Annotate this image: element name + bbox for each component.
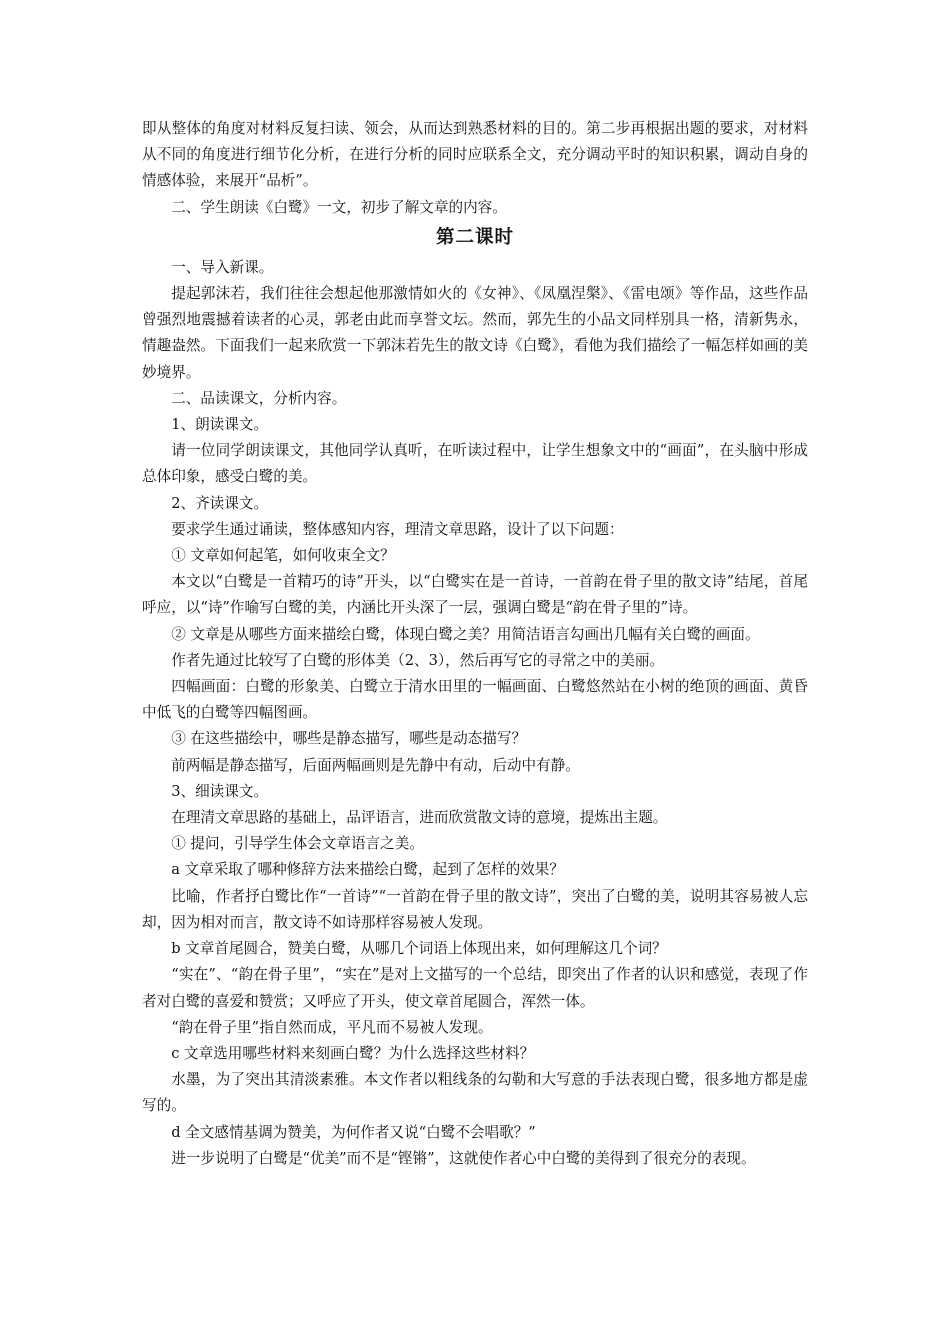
body-paragraph: 提起郭沫若，我们往往会想起他那激情如火的《女神》、《凤凰涅槃》、《雷电颂》等作品，这些作品曾强烈地震撼着读者的心灵，郭老由此而享誉文坛。然而，郭先生的小品文同样别具一格，清新隽永，情趣盎然。下面我们一起来欣赏一下郭沫若先生的散文诗《白鹭》，看他为我们描绘了一幅怎样如画的美妙境界。 xyxy=(142,285,808,381)
body-paragraph: 作者先通过比较写了白鹭的形体美（2、3），然后再写它的寻常之中的美丽。 xyxy=(171,651,665,669)
body-paragraph: d 全文感情基调为赞美，为何作者又说“白鹭不会唱歌？” xyxy=(171,1123,536,1141)
body-paragraph: b 文章首尾圆合，赞美白鹭，从哪几个词语上体现出来，如何理解这几个词？ xyxy=(171,940,667,958)
body-paragraph: “实在”、“韵在骨子里”，“实在”是对上文描写的一个总结，即突出了作者的认识和感觉，表现了作者对白鹭的喜爱和赞赏；又呼应了开头，使文章首尾圆合，浑然一体。 xyxy=(142,966,808,1010)
body-paragraph: ① 文章如何起笔，如何收束全文？ xyxy=(171,547,395,565)
section-title: 第二课时 xyxy=(435,226,514,248)
body-paragraph: 二、品读课文，分析内容。 xyxy=(171,389,347,407)
body-paragraph: 二、学生朗读《白鹭》一文，初步了解文章的内容。 xyxy=(171,198,507,216)
body-paragraph: a 文章采取了哪种修辞方法来描绘白鹭，起到了怎样的效果？ xyxy=(171,861,564,879)
body-paragraph: 1、朗读课文。 xyxy=(171,416,269,434)
body-paragraph: ② 文章是从哪些方面来描绘白鹭，体现白鹭之美？用简洁语言勾画出几幅有关白鹭的画面。 xyxy=(171,625,760,643)
document-page xyxy=(142,116,808,1172)
body-paragraph: 前两幅是静态描写，后面两幅画则是先静中有动，后动中有静。 xyxy=(171,756,580,774)
body-paragraph: 一、导入新课。 xyxy=(171,258,274,276)
body-paragraph: 2、齐读课文。 xyxy=(171,494,269,512)
body-paragraph: 水墨，为了突出其清淡素雅。本文作者以粗线条的勾勒和大写意的手法表现白鹭，很多地方都是虚写的。 xyxy=(142,1071,808,1115)
body-paragraph: 请一位同学朗读课文，其他同学认真听，在听读过程中，让学生想象文中的“画面”，在头脑中形成总体印象，感受白鹭的美。 xyxy=(142,442,808,486)
body-paragraph: “韵在骨子里”指自然而成，平凡而不易被人发现。 xyxy=(171,1018,493,1036)
body-paragraph: ③ 在这些描绘中，哪些是静态描写，哪些是动态描写？ xyxy=(171,730,527,748)
body-paragraph: 比喻，作者抒白鹭比作“一首诗”“一首韵在骨子里的散文诗”，突出了白鹭的美，说明其容易被人忘却，因为相对而言，散文诗不如诗那样容易被人发现。 xyxy=(142,887,808,931)
body-paragraph: 进一步说明了白鹭是“优美”而不是“铿锵”，这就使作者心中白鹭的美得到了很充分的表现。 xyxy=(171,1149,756,1167)
body-paragraph: c 文章选用哪些材料来刻画白鹭？为什么选择这些材料？ xyxy=(171,1044,535,1062)
body-paragraph: 四幅画面：白鹭的形象美、白鹭立于清水田里的一幅画面、白鹭悠然站在小树的绝顶的画面、黄昏中低飞的白鹭等四幅图画。 xyxy=(142,678,808,722)
body-paragraph: ① 提问，引导学生体会文章语言之美。 xyxy=(171,835,424,853)
body-paragraph: 本文以“白鹭是一首精巧的诗”开头，以“白鹭实在是一首诗，一首韵在骨子里的散文诗”结尾，首尾呼应，以“诗”作喻写白鹭的美，内涵比开头深了一层，强调白鹭是“韵在骨子里的”诗。 xyxy=(142,573,808,617)
body-paragraph: 在理清文章思路的基础上，品评语言，进而欣赏散文诗的意境，提炼出主题。 xyxy=(171,809,668,827)
body-paragraph: 3、细读课文。 xyxy=(171,782,269,800)
body-paragraph: 要求学生通过诵读，整体感知内容，理清文章思路，设计了以下问题： xyxy=(171,520,624,538)
body-paragraph: 即从整体的角度对材料反复扫读、领会，从而达到熟悉材料的目的。第二步再根据出题的要求，对材料从不同的角度进行细节化分析，在进行分析的同时应联系全文，充分调动平时的知识积累，调动自身的情感体验，来展开“品析”。 xyxy=(142,120,808,190)
